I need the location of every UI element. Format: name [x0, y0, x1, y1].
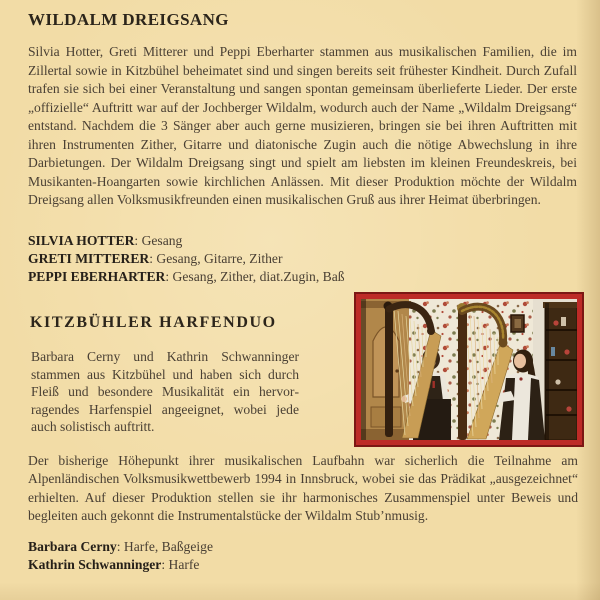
credit-roles: : Harfe: [161, 557, 200, 573]
photo-cabinet: [543, 302, 577, 440]
credit-line: [28, 556, 213, 574]
credit-roles: : Gesang, Gitarre, Zither: [149, 251, 283, 267]
photo-picture-frame: [511, 315, 524, 332]
credit-name: PEPPI EBERHARTER: [28, 269, 166, 285]
harfenduo-credits: [28, 538, 213, 574]
credit-line: [28, 250, 345, 268]
section-title-harfenduo: KITZBÜHLER HARFENDUO: [30, 314, 277, 331]
credit-name: Barbara Cerny: [28, 539, 117, 554]
harfenduo-intro-paragraph: Barbara Cerny und Kathrin Schwanninger stammen aus Kitzbühel und haben sich durch Fleiß und besondere Musikalität ein hervorragendes Harfenspiel angeeignet, wobei jede auch solistisch auftritt.: [31, 349, 299, 434]
harfenduo-main-paragraph: Der bisherige Höhepunkt ihrer musikalischen Laufbahn war sicherlich die Teilnahme am Alpenländischen Volksmusikwettbewerb 1994 in Innsbruck, wobei sie das Prädikat „ausgezeichnet“ erhielten. Auf dieser Produktion stellen sie ihr harmonisches Zusammenspiel unter Beweis und begleiten auch gekonnt die Instrumentalstücke der Wildalm Stub’nmusig.: [28, 453, 578, 524]
credit-roles: : Gesang: [134, 233, 183, 248]
harfenduo-photo: [356, 294, 582, 445]
credit-name: GRETI MITTERER: [28, 251, 150, 267]
credit-name: Kathrin Schwanninger: [28, 557, 162, 573]
credit-line: [28, 538, 213, 556]
credit-line: [28, 232, 345, 250]
credit-line: [28, 268, 345, 286]
photo-scene: [361, 299, 577, 440]
credit-roles: : Harfe, Baßgeige: [116, 539, 213, 554]
wildalm-paragraph: Silvia Hotter, Greti Mitterer und Peppi Eberharter stammen aus musikalischen Familien, die im Zillertal sowie in Kitzbühel beheimatet sind und singen bereits seit frühester Kindheit. Durch Zufall trafen sie sich bei einer Veranstaltung und sangen spontan gemeinsam überlieferte Lieder. Der erste „offizielle“ Auftritt war auf der Jochberger Wildalm, wodurch auch der Name „Wildalm Dreigsang“ entstand. Nachdem die 3 Sänger aber auch gerne musizieren, bringen sie bei ihren Auftritten mit ihren Instrumenten Zither, Gitarre und diatonische Zugin auch die nötige Abwechslung in ihre Darbietungen. Der Wildalm Dreigsang singt und spielt am liebsten im kleinen Freundeskreis, bei Musikanten-Hoangarten sowie kirchlichen Anlässen. Mit dieser Produktion möchte der Wildalm Dreigsang allen Volksmusikfreunden einen musikalischen Gruß aus ihrer Heimat überbringen.: [28, 44, 577, 207]
credit-roles: : Gesang, Zither, diat.Zugin, Baß: [165, 269, 345, 285]
wildalm-credits: [28, 232, 345, 287]
credit-name: SILVIA HOTTER: [28, 233, 135, 248]
page-title: WILDALM DREIGSANG: [28, 10, 229, 29]
